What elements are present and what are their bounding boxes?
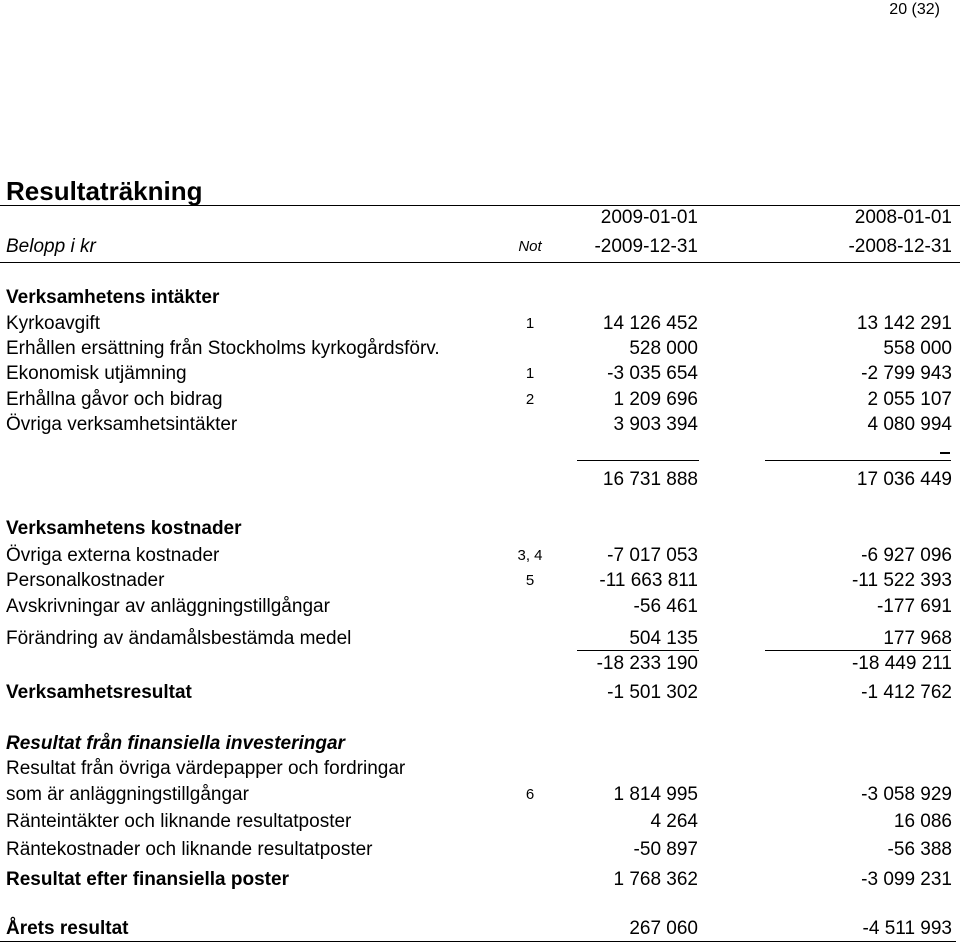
section-heading-costs: Verksamhetens kostnader: [6, 518, 242, 539]
dash-mark: [940, 452, 950, 454]
income-total-2009: 16 731 888: [602, 469, 698, 490]
section-heading-income: Verksamhetens intäkter: [6, 287, 220, 308]
period1-start: 2009-01-01: [600, 207, 698, 228]
costs-total-2008: -18 449 211: [851, 653, 952, 674]
table-row: Förändring av ändamålsbestämda medel 504 135 177 968: [6, 628, 952, 649]
page-number: 20 (32): [889, 1, 940, 18]
section-heading-financial: Resultat från finansiella investeringar: [6, 733, 345, 754]
table-row: Ränteintäkter och liknande resultatposter 4 264 16 086: [6, 811, 952, 832]
costs-total-2009: -18 233 190: [596, 653, 698, 674]
table-row: Kyrkoavgift 1 14 126 452 13 142 291: [6, 313, 952, 334]
result-after-financial-row: Resultat efter finansiella poster 1 768 362 -3 099 231: [6, 869, 952, 890]
table-row: Erhållna gåvor och bidrag 2 1 209 696 2 055 107: [6, 389, 952, 410]
table-row: Erhållen ersättning från Stockholms kyrkogårdsförv. 528 000 558 000: [6, 338, 952, 359]
currency-label: Belopp i kr: [6, 236, 96, 257]
header-rule: [0, 262, 960, 263]
table-row: Ekonomisk utjämning 1 -3 035 654 -2 799 943: [6, 363, 952, 384]
table-row: Resultat från övriga värdepapper och fordringar: [6, 758, 406, 779]
year-result-row: Årets resultat 267 060 -4 511 993: [6, 918, 952, 939]
period1-end: -2009-12-31: [594, 236, 698, 257]
period2-end: -2008-12-31: [848, 236, 952, 257]
income-total-2008: 17 036 449: [856, 469, 952, 490]
note-column-label: Not: [518, 238, 542, 255]
header-row-period-end: [0, 234, 960, 260]
table-row: Avskrivningar av anläggningstillgångar -56 461 -177 691: [6, 596, 952, 617]
subtotal-rule-2009: [577, 460, 699, 461]
costs-total-row: [0, 651, 960, 677]
bottom-rule: [0, 941, 956, 942]
period2-start: 2008-01-01: [854, 207, 952, 228]
header-row-period-start: [0, 205, 960, 231]
table-row: Personalkostnader 5 -11 663 811 -11 522 393: [6, 570, 952, 591]
page-title: Resultaträkning: [6, 176, 203, 206]
table-row: Övriga externa kostnader 3, 4 -7 017 053 -6 927 096: [6, 545, 952, 566]
table-row: som är anläggningstillgångar 6 1 814 995 -3 058 929: [6, 784, 952, 805]
table-row: Räntekostnader och liknande resultatposter -50 897 -56 388: [6, 839, 952, 860]
operating-result-row: Verksamhetsresultat -1 501 302 -1 412 762: [6, 682, 952, 703]
table-row: Övriga verksamhetsintäkter 3 903 394 4 080 994: [6, 414, 952, 435]
income-total-row: [0, 467, 960, 493]
subtotal-rule-2008: [765, 460, 951, 461]
